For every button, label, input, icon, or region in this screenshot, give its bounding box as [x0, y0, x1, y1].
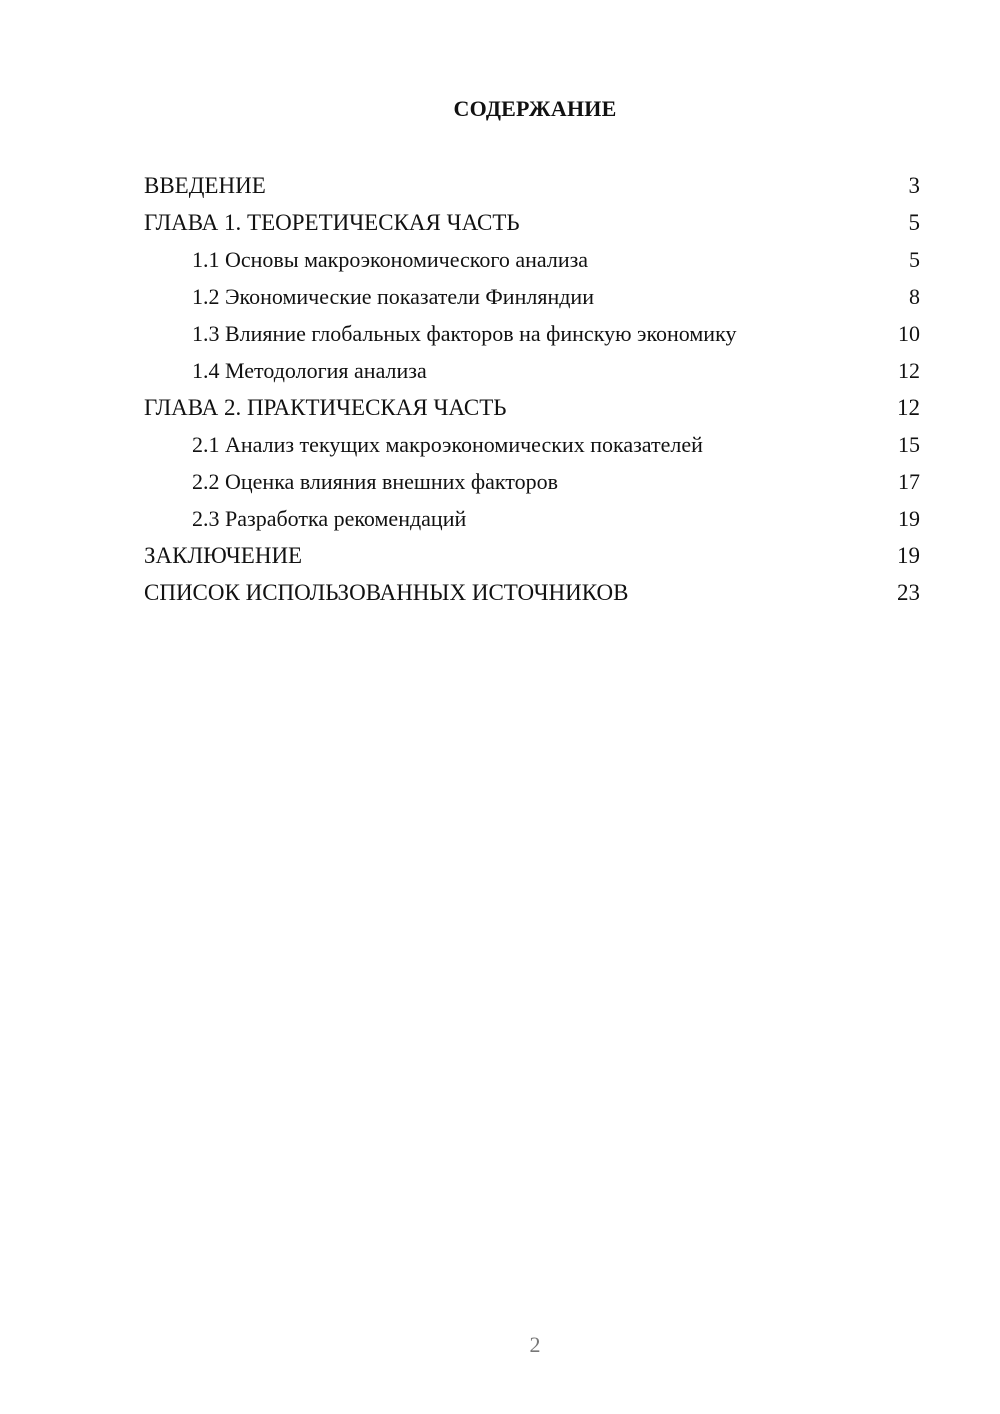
- toc-entry-section-2-3: [144, 500, 920, 537]
- toc-entry-label: ГЛАВА 2. ПРАКТИЧЕСКАЯ ЧАСТЬ: [144, 395, 507, 420]
- toc-entry-label: 2.3 Разработка рекомендаций: [192, 506, 467, 531]
- toc-entry-label: 1.1 Основы макроэкономического анализа: [192, 247, 589, 272]
- toc-entry-label: 1.2 Экономические показатели Финляндии: [192, 284, 594, 309]
- toc-entry-section-1-4: [144, 352, 920, 389]
- toc-entry-page: 10: [898, 321, 920, 346]
- toc-entry-references: [144, 574, 920, 611]
- toc-entry-page: 17: [898, 469, 920, 494]
- toc-entry-label: ГЛАВА 1. ТЕОРЕТИЧЕСКАЯ ЧАСТЬ: [144, 210, 520, 235]
- toc-entry-label: СПИСОК ИСПОЛЬЗОВАННЫХ ИСТОЧНИКОВ: [144, 580, 629, 605]
- toc-entry-page: 19: [898, 506, 920, 531]
- toc-entry-label: ВВЕДЕНИЕ: [144, 173, 266, 198]
- page-title: СОДЕРЖАНИЕ: [453, 96, 617, 121]
- toc-entry-chapter-2: [144, 389, 920, 426]
- toc-entry-section-1-1: [144, 241, 920, 278]
- toc-entry-label: 2.1 Анализ текущих макроэкономических показателей: [192, 432, 703, 457]
- toc-entry-page: 12: [898, 358, 920, 383]
- table-of-contents: [144, 167, 920, 611]
- toc-entry-introduction: [144, 167, 920, 204]
- toc-entry-chapter-1: [144, 204, 920, 241]
- page-number: 2: [529, 1332, 541, 1357]
- toc-entry-section-2-2: [144, 463, 920, 500]
- toc-entry-section-1-2: [144, 278, 920, 315]
- toc-entry-section-2-1: [144, 426, 920, 463]
- toc-entry-page: 5: [908, 210, 920, 235]
- toc-entry-page: 3: [908, 173, 920, 198]
- toc-entry-page: 12: [897, 395, 920, 420]
- toc-entry-page: 5: [909, 247, 920, 272]
- toc-entry-page: 8: [909, 284, 920, 309]
- toc-entry-section-1-3: [144, 315, 920, 352]
- toc-entry-label: 1.4 Методология анализа: [192, 358, 427, 383]
- toc-entry-label: 1.3 Влияние глобальных факторов на финскую экономику: [192, 321, 737, 346]
- toc-entry-label: 2.2 Оценка влияния внешних факторов: [192, 469, 558, 494]
- toc-entry-page: 15: [898, 432, 920, 457]
- toc-entry-label: ЗАКЛЮЧЕНИЕ: [144, 543, 303, 568]
- toc-entry-page: 19: [897, 543, 920, 568]
- toc-entry-page: 23: [897, 580, 920, 605]
- toc-entry-conclusion: [144, 537, 920, 574]
